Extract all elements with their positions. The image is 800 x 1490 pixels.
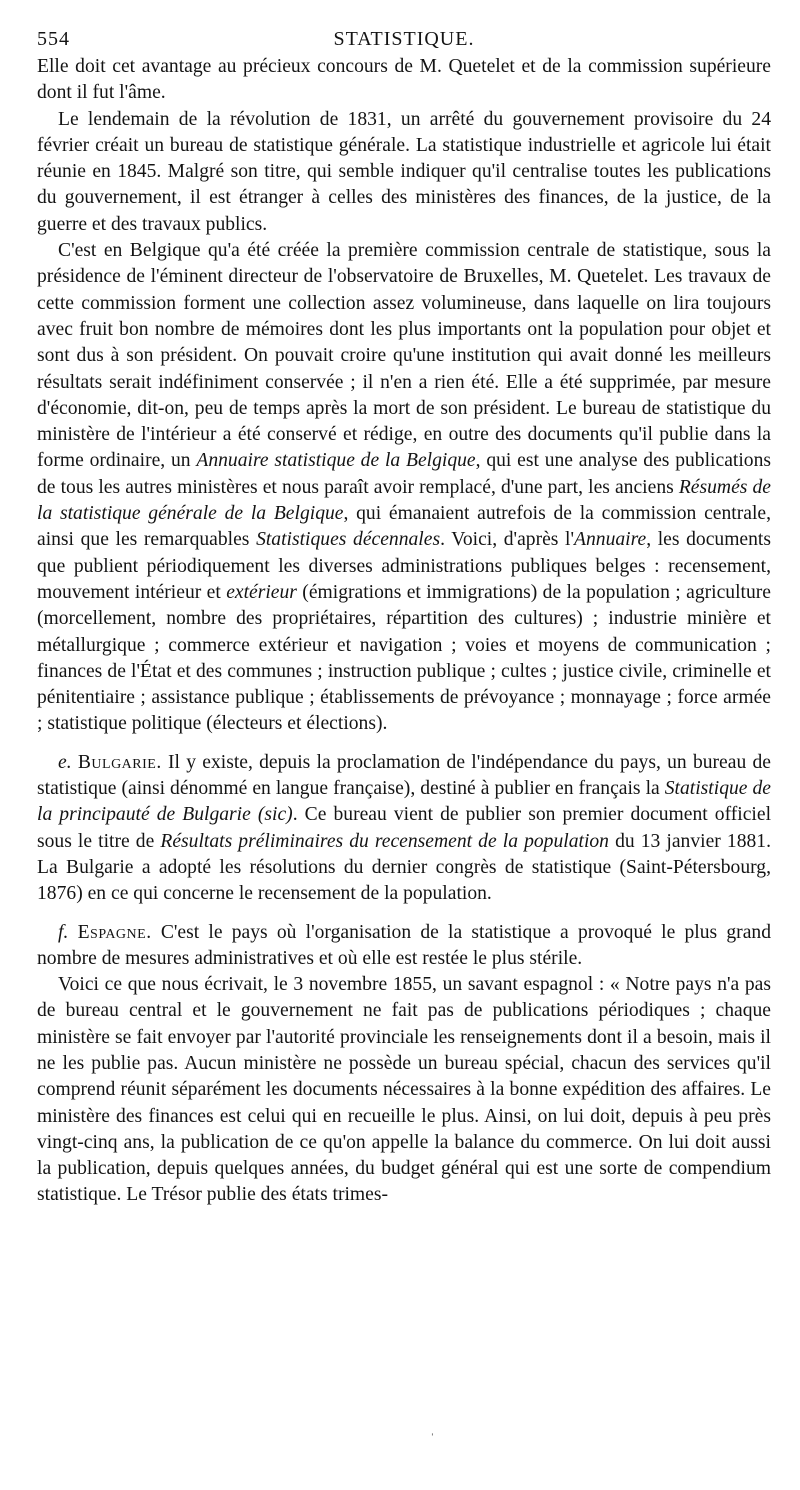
text-run: , qui émanaient autrefois de la commission centrale, ainsi que les remarquables [37,503,771,551]
italic-run: Annuaire [574,529,647,551]
italic-run: extérieur [226,581,297,603]
text-run: Voici ce que nous écrivait, le 3 novembre 1855, un savant espagnol : « Notre pays n'a pas de bureau central et le gouvernement ne fait pas de publications périodiques ; chaque ministère se fait envoyer par l'autorité provinciale les renseignements dont il a besoin, mais il ne les publie pas. Aucun ministère ne possède un bureau spécial, chacun des services qu'il comprend réunit séparément les documents nécessaires à la bonne expédition des affaires. Le ministère des finances est celui qui en recueille le plus. Ainsi, on lui doit, depuis à peu près vingt-cinq ans, la publication de ce qu'on appelle la balance du commerce. On lui doit aussi la publication, depuis quelques années, du budget général qui est une sorte de compendium statistique. Le Trésor publie des états trimes- [37,974,771,1206]
paragraph-central-commission [37,238,771,738]
text-run: , qui est une analyse des publications de tous les autres ministères et nous paraît avoir remplacé, d'une part, les anciens [37,450,771,498]
italic-run: Statistique de la principauté de Bulgarie (sic) [37,778,771,826]
text-run: Elle doit cet avantage au précieux concours de M. Quetelet et de la commission supérieure dont il fut l'âme. [37,56,771,104]
text-run: , les documents que publient périodiquement les diverses administrations publiques belges : recensement, mouvement intérieur et [37,529,771,603]
italic-run: Résumés de la statistique générale de la Belgique [37,476,771,525]
paragraph-bulgaria [37,750,771,908]
running-head [37,28,771,54]
text-run: Il y existe, depuis la proclamation de l'indépendance du pays, un bureau de statistique (ainsi dénommé en langue française), destiné à publier en français la [37,751,771,800]
italic-run: Statistiques décennales [256,529,441,551]
text-run: (émigrations et immigrations) de la population ; agriculture (morcellement, nombre des propriétaires, répartition des cultures) ; industrie minière et métallurgique ; commerce extérieur et navigation ; voies et moyens de communication ; finances de l'État et des communes ; instruction publique ; cultes ; justice civile, criminelle et pénitentiaire ; assistance publique ; établissements de prévoyance ; monnayage ; force armée ; statistique politique (électeurs et élections). [37,581,771,735]
print-speck: ˈ [430,1432,435,1447]
text-run: du 13 janvier 1881. La Bulgarie a adopté les résolutions du dernier congrès de statistique (Saint-Pétersbourg, 1876) en ce qui concerne le recensement de la population. [37,830,771,905]
section-heading: Espagne. [77,921,152,943]
paragraph-spain [37,920,771,973]
italic-run: e. [58,751,78,773]
paragraph-quetelet-commission [37,54,771,107]
page-number: 554 [37,28,70,50]
text-run: . Voici, d'après l' [440,529,575,551]
italic-run: Annuaire statistique de la Belgique [196,450,476,472]
text-run: C'est le pays où l'organisation de la statistique a provoqué le plus grand nombre de mesures administratives et où elle est restée le plus stérile. [37,921,771,969]
book-page [37,28,771,1209]
italic-run: Résultats préliminaires du recensement de la population [160,830,609,852]
paragraph-spanish-letter [37,972,771,1209]
paragraph-belgian-bureau [37,107,771,238]
text-run: C'est en Belgique qu'a été créée la première commission centrale de statistique, sous la présidence de l'éminent directeur de l'observatoire de Bruxelles, M. Quetelet. Les travaux de cette commission forment une collection assez volumineuse, dans laquelle on lira toujours avec fruit bon nombre de mémoires dont les plus importants ont la population pour objet et sont dus à son président. On pouvait croire qu'une institution qui avait donné les meilleurs résultats serait indéfiniment conservée ; il n'en a rien été. Elle a été supprimée, par mesure d'économie, dit-on, peu de temps après la mort de son président. Le bureau de statistique du ministère de l'intérieur a été conservé et rédige, en outre des documents qu'il publie dans la forme ordinaire, un [37,240,771,472]
italic-run: f. [58,921,78,943]
running-title: STATISTIQUE. [333,28,475,50]
section-heading: Bulgarie. [77,751,162,773]
text-run: . Ce bureau vient de publier son premier document officiel sous le titre de [37,804,772,852]
body-text [37,54,771,1209]
text-run: Le lendemain de la révolution de 1831, un arrêté du gouvernement provisoire du 24 février créait un bureau de statistique générale. La statistique industrielle et agricole lui était réunie en 1845. Malgré son titre, qui semble indiquer qu'il centralise toutes les publications du gouvernement, il est étranger à celles des ministères des finances, de la justice, de la guerre et des travaux publics. [37,108,771,235]
